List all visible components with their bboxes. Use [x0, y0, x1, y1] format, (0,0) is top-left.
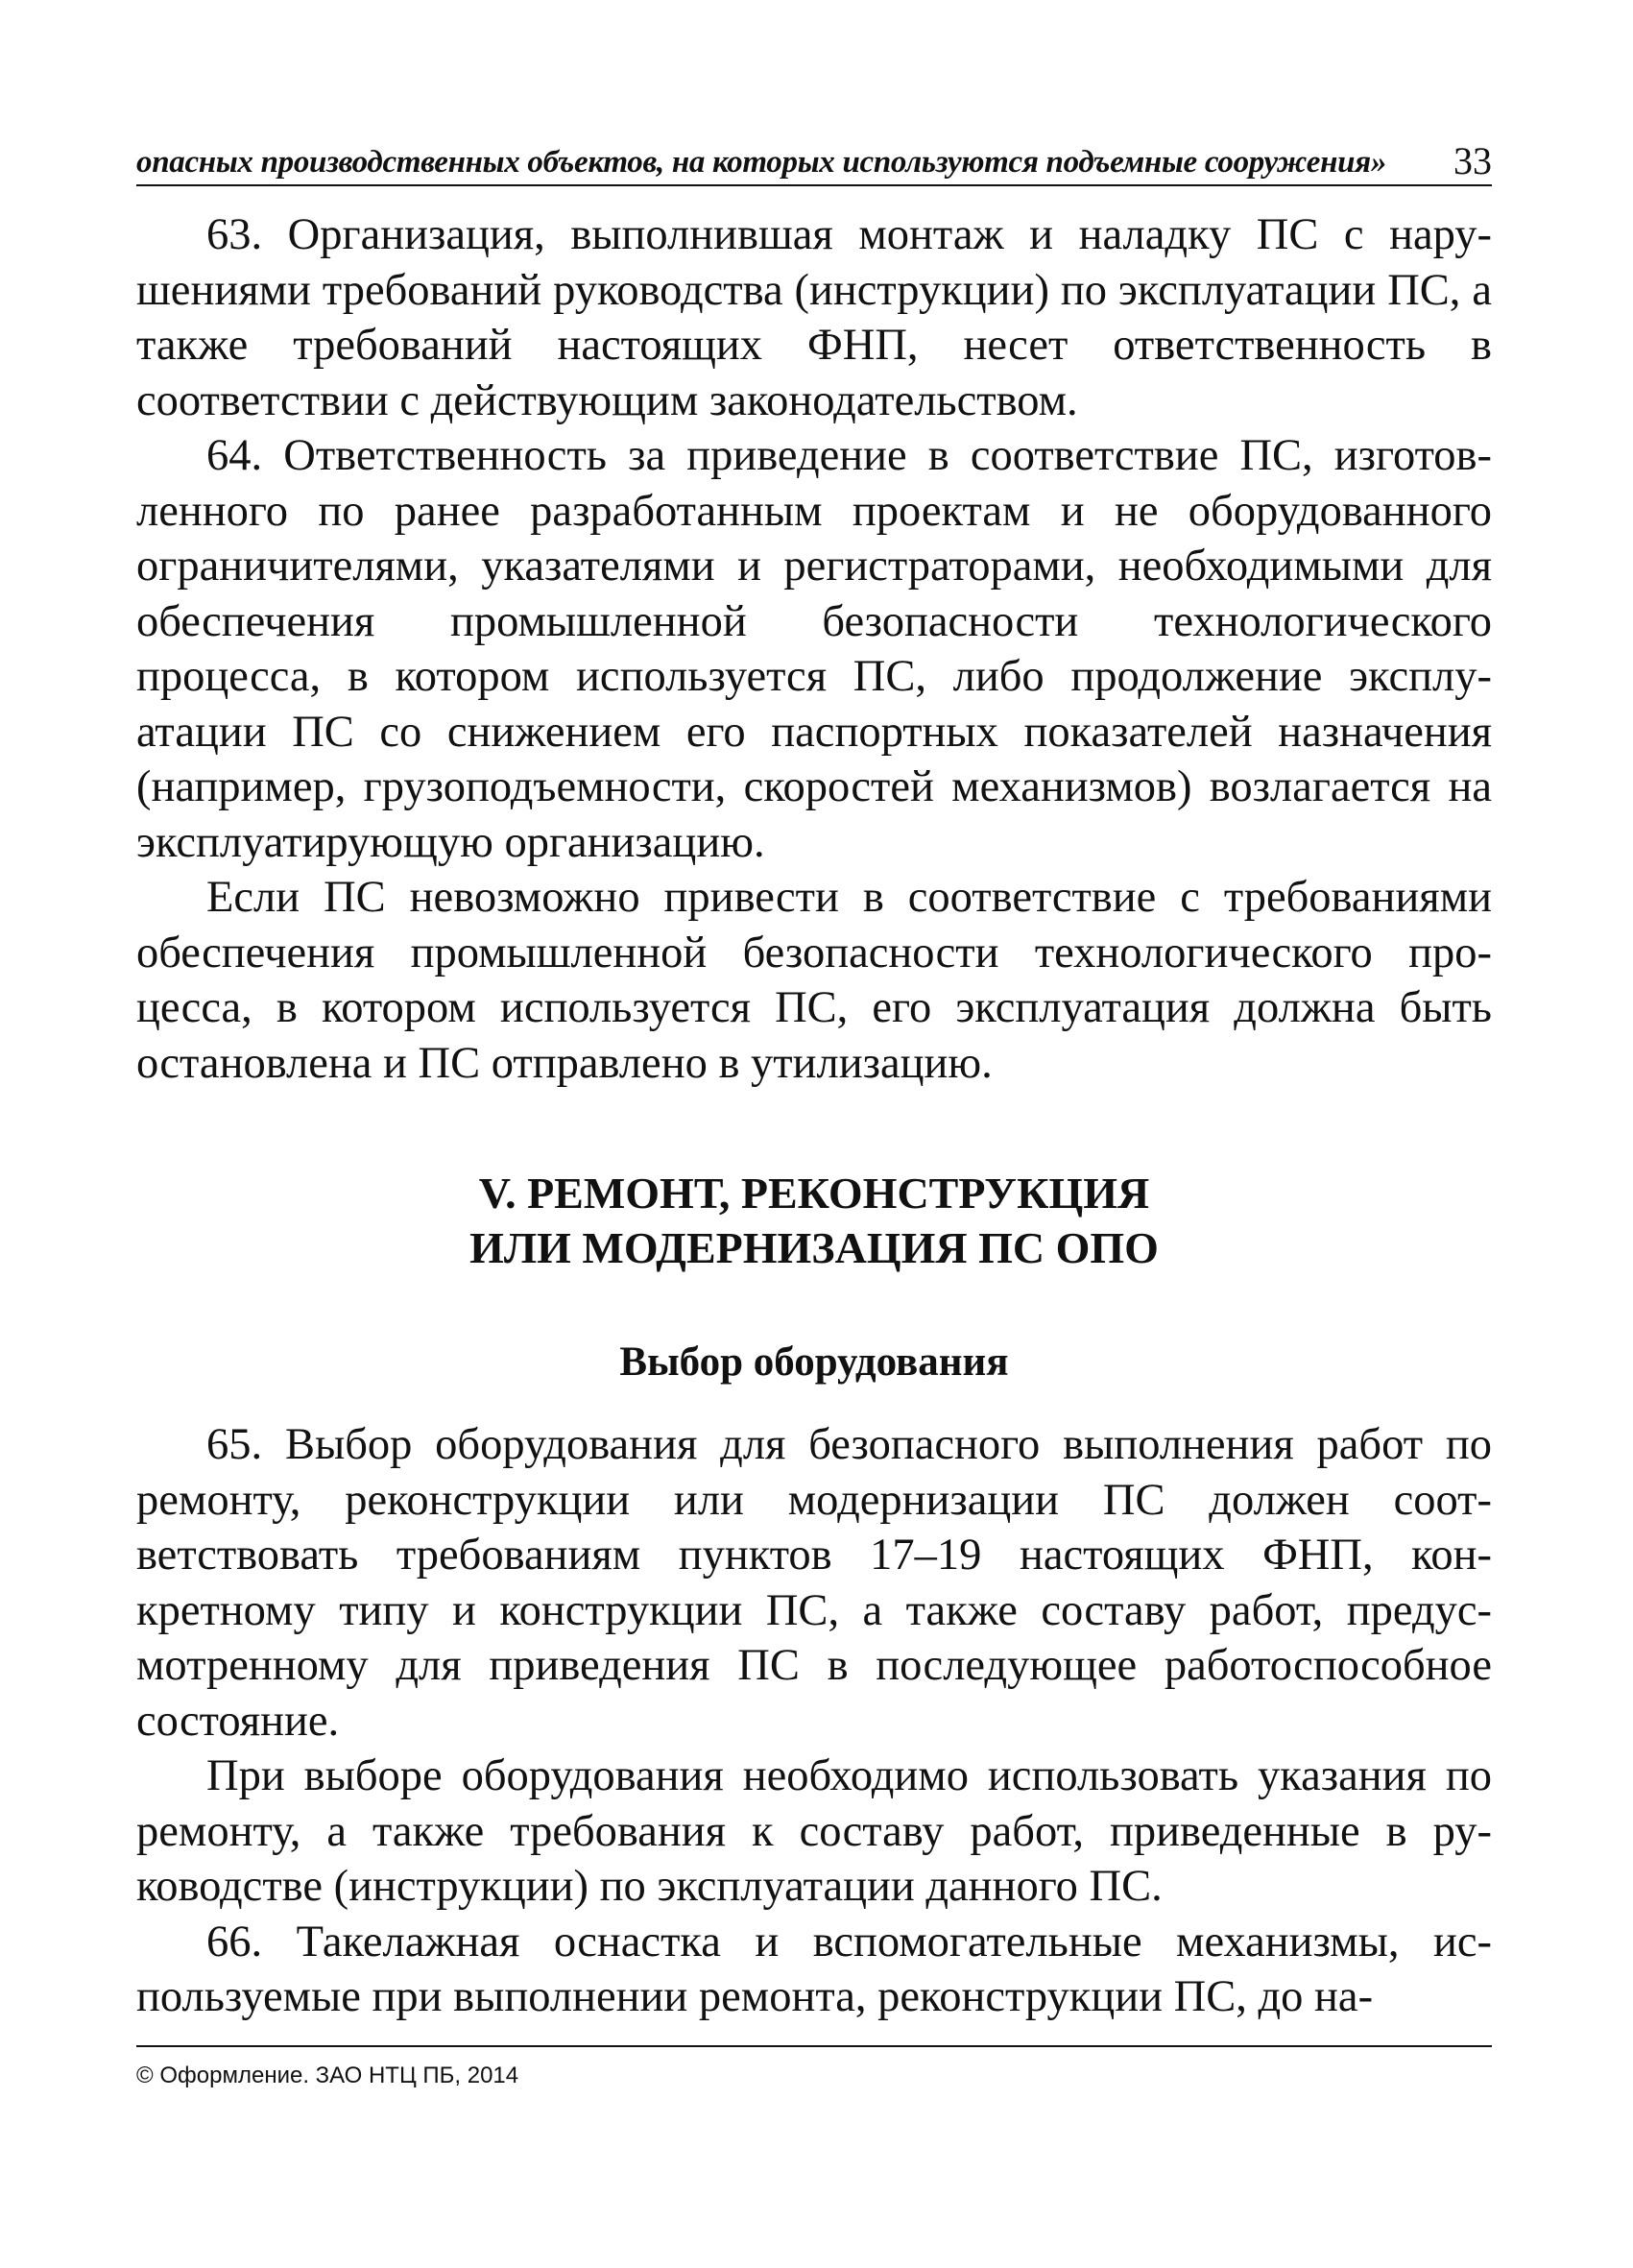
subsection-heading: Выбор оборудования	[619, 1339, 1009, 1385]
paragraph-63: 63. Организация, выполнившая монтаж и наладку ПС с нарушениями требований руководства (инструкции) по эксплуатации ПС, а также требований настоящих ФНП, несет ответственность в соответствии с действующим законодательством.	[136, 210, 1492, 425]
page-number: 33	[1453, 139, 1492, 182]
body-text	[136, 207, 1492, 2025]
paragraph-65-continuation: При выборе оборудования необходимо использовать указания по ремонту, а также требования к составу работ, приведенные в руководстве (инструкции) по эксплуатации данного ПС.	[136, 1751, 1492, 1911]
paragraph-66: 66. Такелажная оснастка и вспомогательные механизмы, используемые при выполнении ремонта, реконструкции ПС, до на-	[136, 1917, 1492, 2021]
running-title: опасных производственных объектов, на которых используются подъемные сооружения»	[136, 145, 1387, 180]
paragraph-65: 65. Выбор оборудования для безопасного выполнения работ по ремонту, реконструкции или модернизации ПС должен соответствовать требованиям пунктов 17–19 настоящих ФНП, конкретному типу и конструкции ПС, а также составу работ, предусмотренному для приведения ПС в последующее работоспособное состояние.	[136, 1420, 1492, 1746]
running-header	[136, 133, 1492, 186]
footer-rule	[136, 2045, 1492, 2047]
paragraph-64-continuation: Если ПС невозможно привести в соответствие с требованиями обеспечения промышленной безопасности технологического процесса, в котором используется ПС, его эксплуатация должна быть остановлена и ПС отправлено в утилизацию.	[136, 873, 1492, 1088]
section-heading-line-1: V. РЕМОНТ, РЕКОНСТРУКЦИЯ	[478, 1169, 1150, 1218]
footer-copyright: © Оформление. ЗАО НТЦ ПБ, 2014	[136, 2063, 519, 2088]
section-heading-line-2: ИЛИ МОДЕРНИЗАЦИЯ ПС ОПО	[469, 1223, 1159, 1272]
paragraph-64: 64. Ответственность за приведение в соответствие ПС, изготовленного по ранее разработанным проектам и не оборудованного ограничителями, указателями и регистраторами, необходимыми для обеспечения промышленной безопасности технологического процесса, в котором используется ПС, либо продолжение эксплуатации ПС со снижением его паспортных показателей назначения (например, грузоподъемности, скоростей механизмов) возлагается на эксплуатирующую организацию.	[136, 431, 1492, 867]
